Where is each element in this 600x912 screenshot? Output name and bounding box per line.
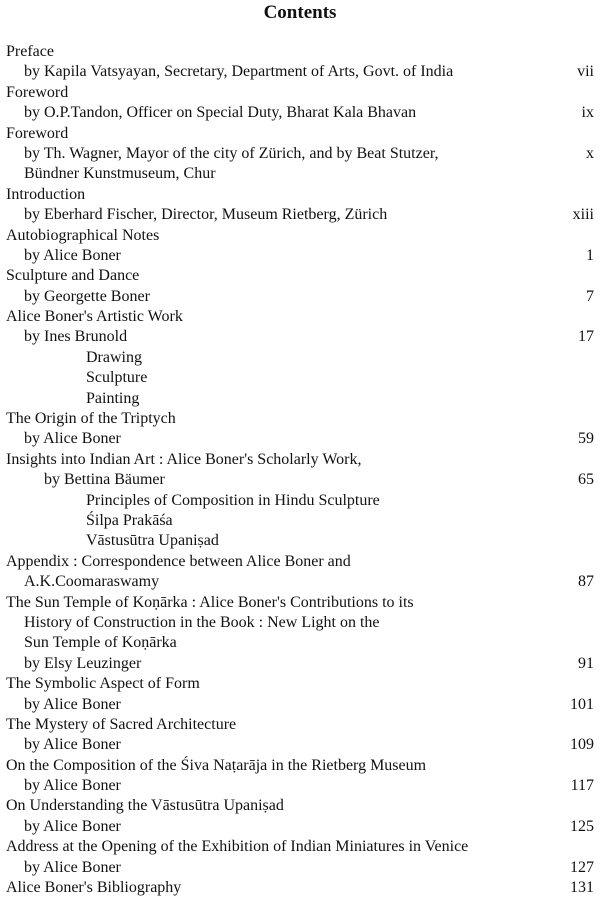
toc-entry-text: Alice Boner's Bibliography bbox=[6, 879, 182, 897]
toc-entry-text: Sculpture and Dance bbox=[6, 267, 140, 285]
toc-entry-text: On the Composition of the Śiva Naṭarāja in the Rietberg Museum bbox=[6, 756, 427, 774]
toc-entry bbox=[0, 735, 600, 755]
toc-page-number: x bbox=[586, 144, 594, 162]
toc-entry-text: by Elsy Leuzinger bbox=[24, 654, 142, 672]
toc-page-number: 65 bbox=[578, 471, 594, 489]
toc-entry bbox=[0, 511, 600, 531]
toc-page-number: 17 bbox=[578, 328, 594, 346]
toc-page-number: vii bbox=[577, 63, 594, 81]
toc-page-number: 7 bbox=[586, 287, 594, 305]
toc-entry-text: Appendix : Correspondence between Alice Boner and bbox=[6, 552, 351, 570]
toc-entry bbox=[0, 307, 600, 327]
toc-entry bbox=[0, 613, 600, 633]
toc-page-number: 59 bbox=[578, 430, 594, 448]
toc-entry-text: by Alice Boner bbox=[24, 246, 121, 264]
toc-entry bbox=[0, 756, 600, 776]
toc-entry bbox=[0, 837, 600, 857]
toc-entry bbox=[0, 389, 600, 409]
toc-entry bbox=[0, 552, 600, 572]
toc-entry-text: The Sun Temple of Koṇārka : Alice Boner's Contributions to its bbox=[6, 593, 414, 611]
toc-entry bbox=[0, 205, 600, 225]
toc-entry-text: Address at the Opening of the Exhibition of Indian Miniatures in Venice bbox=[6, 838, 469, 856]
toc-page-number: 91 bbox=[578, 654, 594, 672]
toc-entry bbox=[0, 531, 600, 551]
toc-entry bbox=[0, 470, 600, 490]
toc-entry bbox=[0, 103, 600, 123]
toc-entry-text: Foreword bbox=[6, 124, 69, 142]
toc-entry-text: by Kapila Vatsyayan, Secretary, Department of Arts, Govt. of India bbox=[24, 63, 454, 81]
toc-entry-text: History of Construction in the Book : New Light on the bbox=[24, 613, 380, 631]
toc-entry-text: by Alice Boner bbox=[24, 736, 121, 754]
toc-entry-text: Principles of Composition in Hindu Sculpture bbox=[86, 491, 380, 509]
toc-entry-text: by Alice Boner bbox=[24, 695, 121, 713]
toc-entry bbox=[0, 226, 600, 246]
toc-entry bbox=[0, 429, 600, 449]
toc-entry bbox=[0, 796, 600, 816]
toc-entry-text: Introduction bbox=[6, 185, 86, 203]
toc-entry-text: Sculpture bbox=[86, 369, 148, 387]
toc-entry bbox=[0, 62, 600, 82]
toc-entry bbox=[0, 715, 600, 735]
toc-entry-text: A.K.Coomaraswamy bbox=[24, 573, 160, 591]
toc-entry bbox=[0, 124, 600, 144]
toc-entry bbox=[0, 858, 600, 878]
toc-entry bbox=[0, 491, 600, 511]
toc-entry bbox=[0, 144, 600, 164]
toc-entry-text: by Alice Boner bbox=[24, 817, 121, 835]
toc-entry bbox=[0, 450, 600, 470]
toc-entry bbox=[0, 368, 600, 388]
toc-entry-text: The Symbolic Aspect of Form bbox=[6, 675, 200, 693]
toc-entry bbox=[0, 817, 600, 837]
toc-entry-text: by Alice Boner bbox=[24, 430, 121, 448]
toc-entry-text: The Mystery of Sacred Architecture bbox=[6, 715, 237, 733]
toc-page-number: 87 bbox=[578, 573, 594, 591]
toc-entry-text: Sun Temple of Koṇārka bbox=[24, 634, 177, 652]
toc-entry-text: by Alice Boner bbox=[24, 858, 121, 876]
toc-entry bbox=[0, 633, 600, 653]
toc-entry-text: by Eberhard Fischer, Director, Museum Rietberg, Zürich bbox=[24, 206, 388, 224]
toc-page-number: 127 bbox=[570, 858, 594, 876]
toc-entry bbox=[0, 83, 600, 103]
toc-entry-text: On Understanding the Vāstusūtra Upaniṣad bbox=[6, 797, 284, 815]
toc-entry-text: The Origin of the Triptych bbox=[6, 410, 176, 428]
toc-entry-text: Foreword bbox=[6, 83, 69, 101]
toc-entry-text: Drawing bbox=[86, 348, 142, 366]
toc-entry bbox=[0, 287, 600, 307]
table-of-contents bbox=[0, 42, 600, 898]
toc-entry-text: by O.P.Tandon, Officer on Special Duty, Bharat Kala Bhavan bbox=[24, 104, 417, 122]
toc-entry bbox=[0, 246, 600, 266]
toc-page-number: 1 bbox=[586, 246, 594, 264]
toc-entry bbox=[0, 776, 600, 796]
toc-page-number: ix bbox=[581, 104, 594, 122]
toc-entry-text: by Bettina Bäumer bbox=[44, 471, 165, 489]
toc-entry-text: Painting bbox=[86, 389, 140, 407]
toc-entry bbox=[0, 185, 600, 205]
toc-entry bbox=[0, 572, 600, 592]
toc-entry bbox=[0, 695, 600, 715]
toc-entry-text: by Th. Wagner, Mayor of the city of Zürich, and by Beat Stutzer, bbox=[24, 144, 439, 162]
toc-page-number: 109 bbox=[570, 736, 594, 754]
toc-entry-text: Autobiographical Notes bbox=[6, 226, 160, 244]
toc-entry bbox=[0, 654, 600, 674]
toc-entry bbox=[0, 593, 600, 613]
toc-entry-text: by Alice Boner bbox=[24, 777, 121, 795]
toc-entry-text: Insights into Indian Art : Alice Boner's Scholarly Work, bbox=[6, 450, 362, 468]
toc-entry bbox=[0, 348, 600, 368]
toc-entry bbox=[0, 409, 600, 429]
toc-page-number: 125 bbox=[570, 817, 594, 835]
toc-entry bbox=[0, 327, 600, 347]
toc-entry-text: Śilpa Prakāśa bbox=[86, 511, 173, 529]
toc-page-number: 131 bbox=[570, 879, 594, 897]
toc-page-number: 117 bbox=[570, 777, 594, 795]
toc-page-number: 101 bbox=[570, 695, 594, 713]
page-title: Contents bbox=[263, 2, 337, 23]
toc-entry bbox=[0, 164, 600, 184]
toc-entry-text: Preface bbox=[6, 43, 54, 60]
toc-entry-text: Vāstusūtra Upaniṣad bbox=[86, 532, 219, 550]
toc-entry bbox=[0, 266, 600, 286]
toc-entry bbox=[0, 674, 600, 694]
toc-page-number: xiii bbox=[572, 206, 594, 224]
toc-entry-text: by Georgette Boner bbox=[24, 287, 150, 305]
toc-entry bbox=[0, 878, 600, 898]
toc-entry-text: by Ines Brunold bbox=[24, 328, 128, 346]
toc-entry bbox=[0, 42, 600, 62]
toc-entry-text: Bündner Kunstmuseum, Chur bbox=[24, 165, 216, 183]
toc-entry-text: Alice Boner's Artistic Work bbox=[6, 308, 183, 326]
